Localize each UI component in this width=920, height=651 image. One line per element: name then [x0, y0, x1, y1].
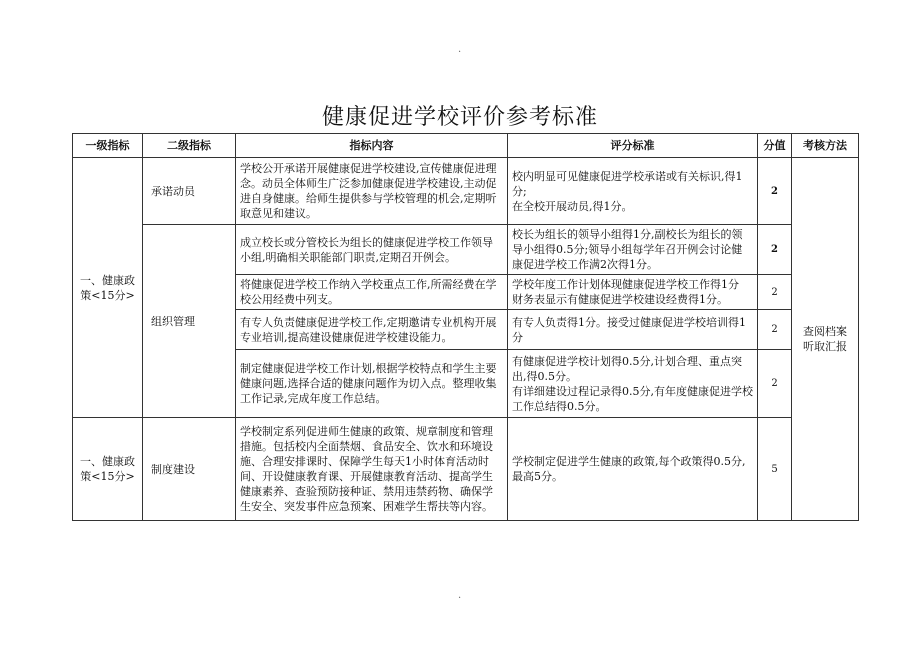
criteria-cell: 学校制定促进学生健康的政策,每个政策得0.5分,最高5分。 [508, 418, 758, 521]
content-cell: 有专人负责健康促进学校工作,定期邀请专业机构开展专业培训,提高建设健康促进学校建设能力。 [236, 310, 508, 350]
score-cell: 5 [758, 418, 792, 521]
score-cell: 2 [758, 310, 792, 350]
page-title: 健康促进学校评价参考标准 [321, 105, 598, 130]
criteria-text: 有健康促进学校计划得0.5分,计划合理、重点突出,得0.5分。 有详细建设过程记录得0.5分,有年度健康促进学校工作总结得0.5分。 [512, 354, 753, 413]
criteria-cell: 有专人负责得1分。接受过健康促进学校培训得1分 [508, 310, 758, 350]
table-row [73, 158, 859, 225]
header-score: 分值 [758, 134, 792, 158]
criteria-cell [508, 158, 758, 225]
level1-cell: 一、健康政策<15分> [73, 418, 143, 521]
content-cell: 学校公开承诺开展健康促进学校建设,宣传健康促进理念。动员全体师生广泛参加健康促进学校建设,主动促进自身健康。给师生提供参与学校管理的机会,定期听取意见和建议。 [236, 158, 508, 225]
header-level1: 一级指标 [73, 134, 143, 158]
level2-cell: 组织管理 [143, 225, 236, 418]
content-cell: 将健康促进学校工作纳入学校重点工作,所需经费在学校公用经费中列支。 [236, 275, 508, 310]
table-row [73, 225, 859, 275]
table-row [73, 418, 859, 521]
evaluation-table [72, 133, 859, 521]
content-cell: 成立校长或分管校长为组长的健康促进学校工作领导小组,明确相关职能部门职责,定期召开例会。 [236, 225, 508, 275]
content-cell: 制定健康促进学校工作计划,根据学校特点和学生主要健康问题,选择合适的健康问题作为切入点。整理收集工作记录,完成年度工作总结。 [236, 350, 508, 418]
criteria-cell: 学校年度工作计划体现健康促进学校工作得1分 财务表显示有健康促进学校建设经费得1分。 [508, 275, 758, 310]
content-cell: 学校制定系列促进师生健康的政策、规章制度和管理措施。包括校内全面禁烟、食品安全、饮水和环境设施、合理安排课时、保障学生每天1小时体育活动时间、开设健康教育课、开展健康教育活动、提高学生健康素养、查验预防接种证、禁用违禁药物、确保学生安全、突发事件应急预案、困难学生帮扶等内容。 [236, 418, 508, 521]
header-criteria: 评分标准 [508, 134, 758, 158]
criteria-text: 校内明显可见健康促进学校承诺或有关标识,得1分; 在全校开展动员,得1分。 [512, 169, 743, 213]
score-cell: 2 [758, 275, 792, 310]
page-mark-bottom: . [458, 590, 462, 601]
header-row [73, 134, 859, 158]
score-cell: 2 [758, 350, 792, 418]
header-content: 指标内容 [236, 134, 508, 158]
score-cell: 2 [758, 225, 792, 275]
criteria-cell [508, 350, 758, 418]
method-cell: 查阅档案听取汇报 [792, 158, 859, 521]
header-method: 考核方法 [792, 134, 859, 158]
page-mark-top: . [458, 44, 462, 55]
level2-cell: 承诺动员 [143, 158, 236, 225]
level1-cell: 一、健康政策<15分> [73, 158, 143, 418]
criteria-cell: 校长为组长的领导小组得1分,副校长为组长的领导小组得0.5分;领导小组每学年召开例会讨论健康促进学校工作满2次得1分。 [508, 225, 758, 275]
header-level2: 二级指标 [143, 134, 236, 158]
score-cell: 2 [758, 158, 792, 225]
level2-cell: 制度建设 [143, 418, 236, 521]
